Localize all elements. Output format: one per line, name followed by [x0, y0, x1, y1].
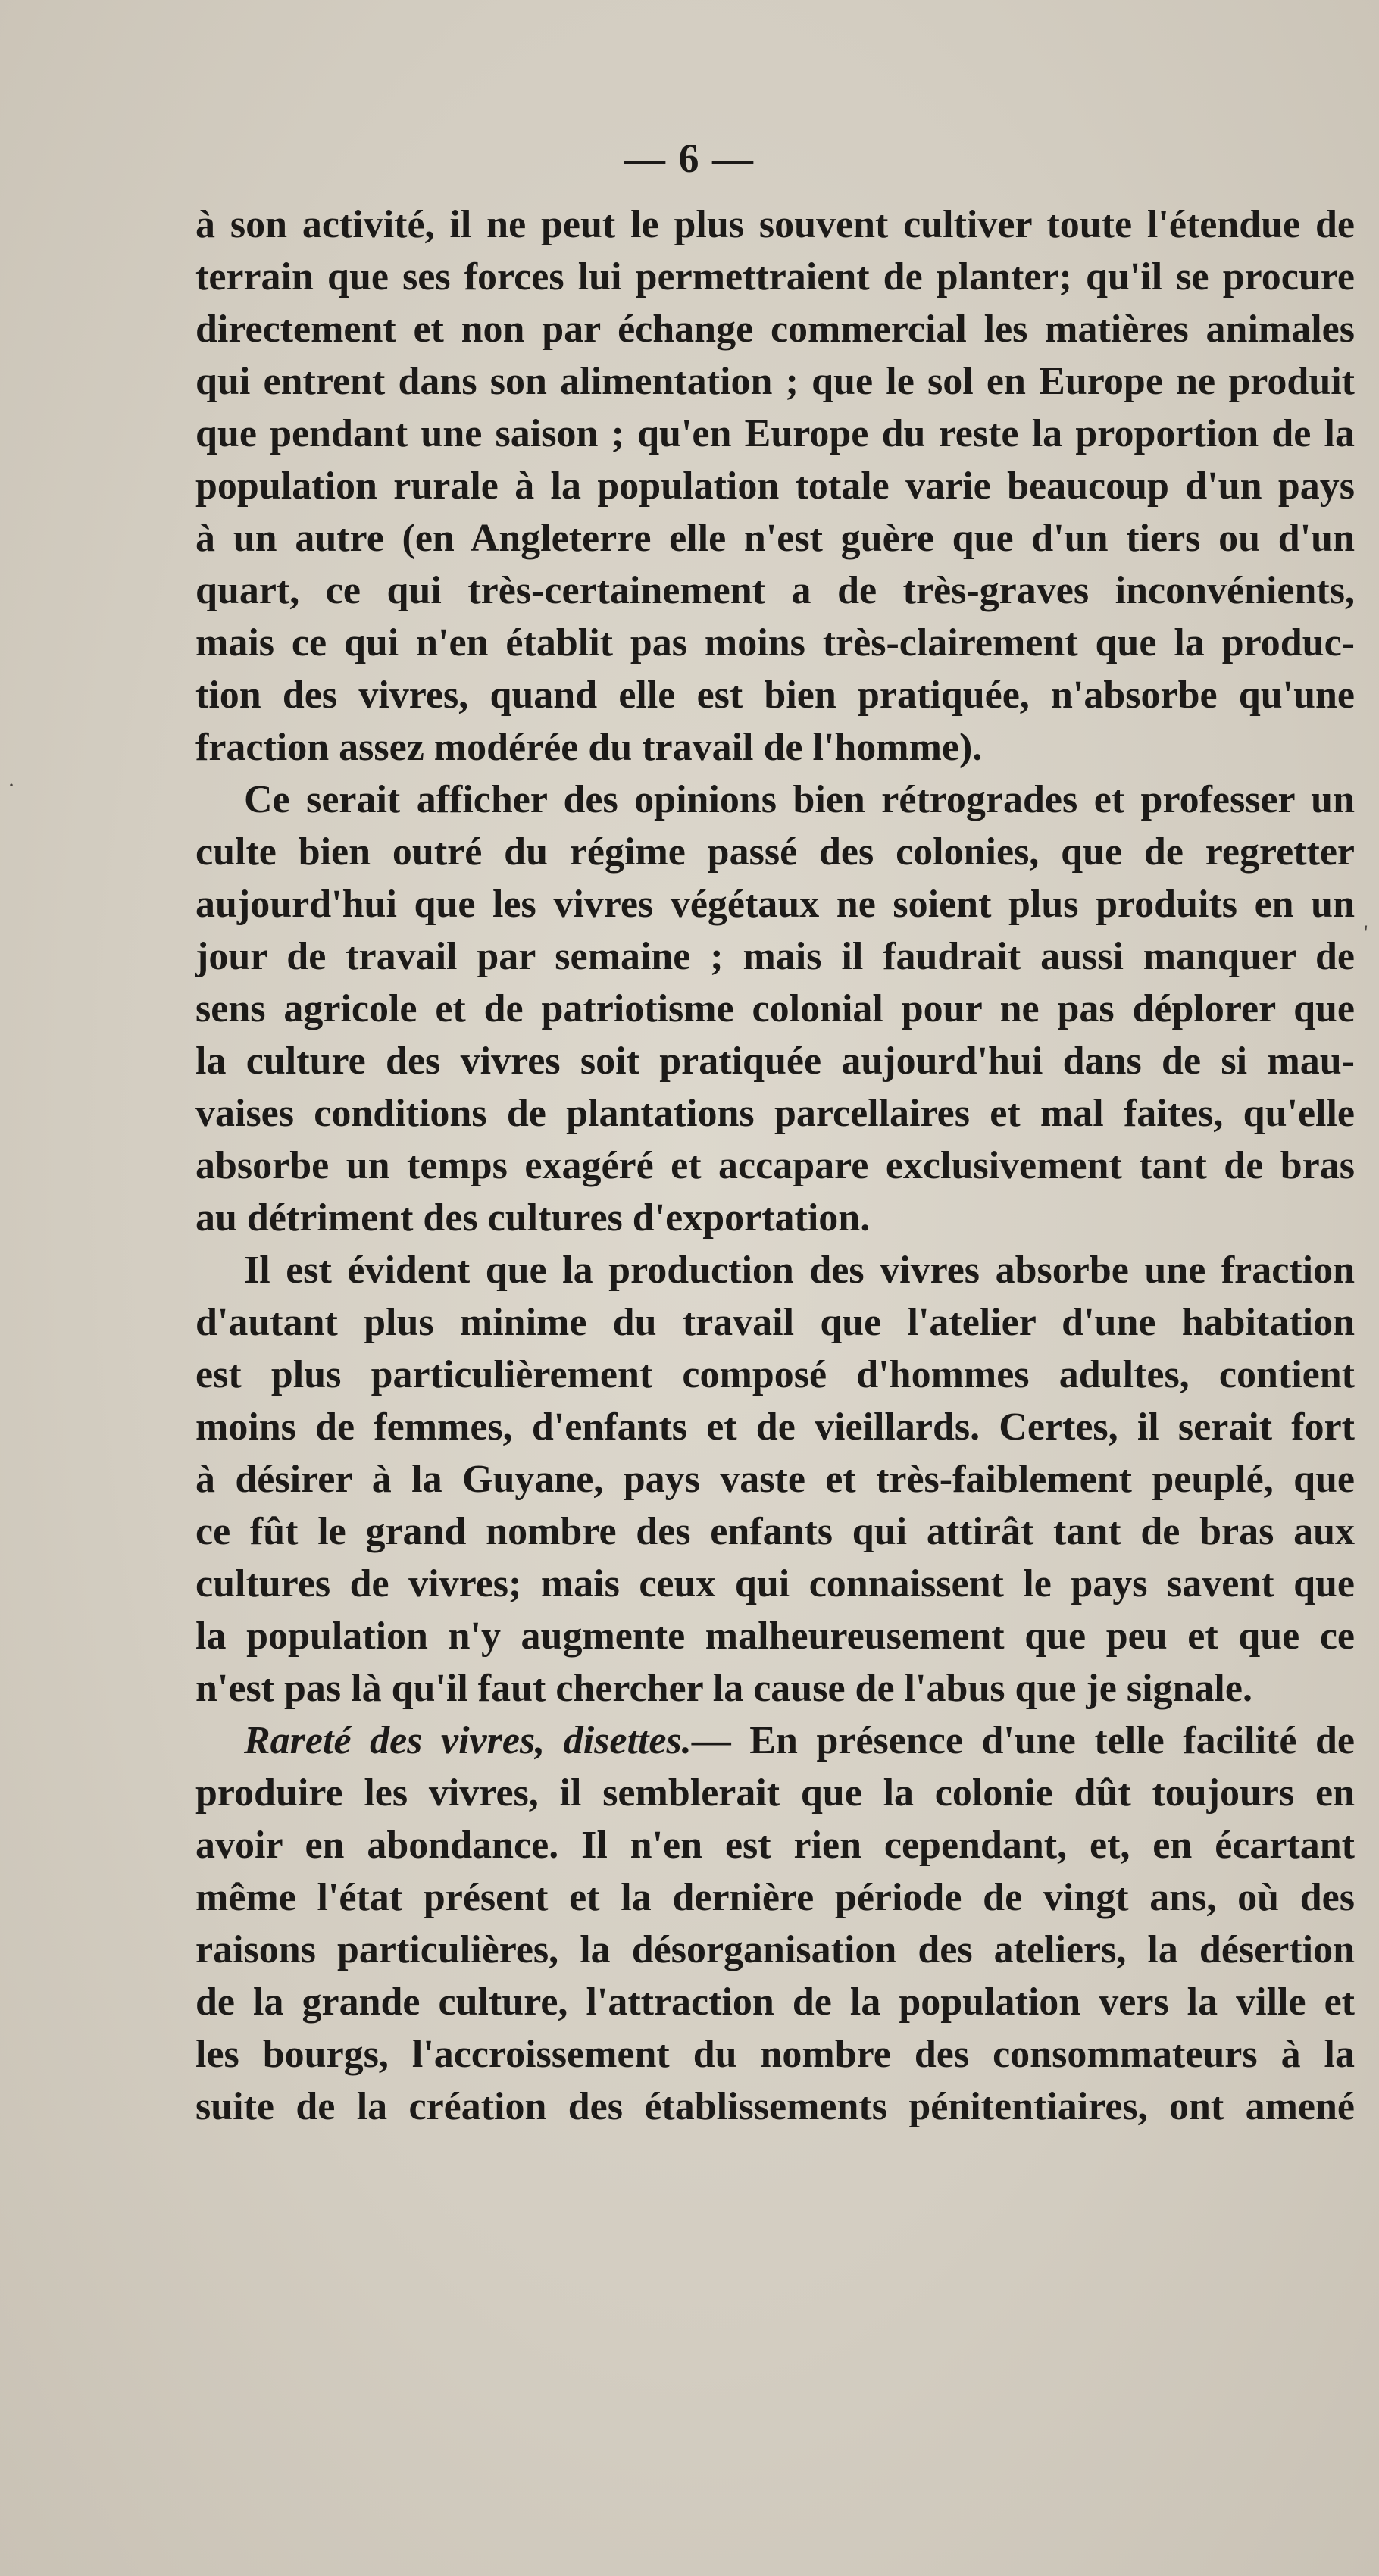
- text-line: à désirer à la Guyane, pays vaste et très-faiblement peuplé, que: [195, 1458, 1355, 1501]
- text-line: même l'état présent et la dernière période de vingt ans, où des: [195, 1876, 1355, 1919]
- text-line: sens agricole et de patriotisme colonial pour ne pas déplorer que: [195, 987, 1355, 1030]
- text-line: avoir en abondance. Il n'en est rien cependant, et, en écartant: [195, 1824, 1355, 1867]
- text-run: — En présence d'une telle facilité de: [691, 1719, 1355, 1762]
- paragraph-3: [195, 1244, 1355, 1715]
- paragraph-4: [195, 1715, 1355, 2133]
- margin-speck: ': [1364, 921, 1368, 946]
- text-line: n'est pas là qu'il faut chercher la cause de l'abus que je signale.: [195, 1667, 1252, 1710]
- text-line: jour de travail par semaine ; mais il faudrait aussi manquer de: [195, 935, 1355, 978]
- text-line: Ce serait afficher des opinions bien rétrogrades et professer un: [244, 778, 1355, 821]
- text-line: quart, ce qui très-certainement a de très-graves inconvénients,: [195, 569, 1355, 612]
- text-line: aujourd'hui que les vivres végétaux ne soient plus produits en un: [195, 883, 1355, 926]
- text-line: les bourgs, l'accroissement du nombre des consommateurs à la: [195, 2033, 1355, 2076]
- text-line: fraction assez modérée du travail de l'homme).: [195, 726, 983, 769]
- text-line: Il est évident que la production des vivres absorbe une fraction: [244, 1249, 1355, 1292]
- text-line: terrain que ses forces lui permettraient de planter; qu'il se procure: [195, 255, 1355, 299]
- text-line: tion des vivres, quand elle est bien pratiquée, n'absorbe qu'une: [195, 674, 1355, 717]
- text-line: mais ce qui n'en établit pas moins très-clairement que la produc-: [195, 621, 1355, 664]
- text-line: directement et non par échange commercial les matières animales: [195, 308, 1355, 351]
- text-line: absorbe un temps exagéré et accapare exclusivement tant de bras: [195, 1144, 1355, 1187]
- text-line: culte bien outré du régime passé des colonies, que de regretter: [195, 830, 1355, 874]
- paragraph-1: [195, 199, 1355, 774]
- text-line: au détriment des cultures d'exportation.: [195, 1196, 871, 1240]
- text-line: population rurale à la population totale varie beaucoup d'un pays: [195, 464, 1355, 508]
- text-line: [195, 1715, 1355, 1767]
- text-line: de la grande culture, l'attraction de la population vers la ville et: [195, 1980, 1355, 2024]
- text-line: qui entrent dans son alimentation ; que le sol en Europe ne produit: [195, 360, 1355, 403]
- text-line: est plus particulièrement composé d'hommes adultes, contient: [195, 1353, 1355, 1396]
- margin-speck: ·: [8, 773, 15, 798]
- text-line: produire les vivres, il semblerait que la colonie dût toujours en: [195, 1771, 1355, 1815]
- page-number: — 6 —: [624, 136, 755, 181]
- text-line: vaises conditions de plantations parcellaires et mal faites, qu'elle: [195, 1092, 1355, 1135]
- body-text: [195, 199, 1355, 2133]
- text-line: moins de femmes, d'enfants et de vieillards. Certes, il serait fort: [195, 1405, 1355, 1449]
- text-line: la population n'y augmente malheureusement que peu et que ce: [195, 1615, 1355, 1658]
- text-line: à un autre (en Angleterre elle n'est guère que d'un tiers ou d'un: [195, 517, 1355, 560]
- text-line: à son activité, il ne peut le plus souvent cultiver toute l'étendue de: [195, 203, 1355, 246]
- text-line: la culture des vivres soit pratiquée aujourd'hui dans de si mau-: [195, 1039, 1355, 1083]
- paragraph-2: [195, 774, 1355, 1244]
- section-heading: Rareté des vivres, disettes.: [244, 1719, 692, 1762]
- text-line: ce fût le grand nombre des enfants qui attirât tant de bras aux: [195, 1510, 1355, 1553]
- text-line: raisons particulières, la désorganisation des ateliers, la désertion: [195, 1928, 1355, 1971]
- text-line: d'autant plus minime du travail que l'atelier d'une habitation: [195, 1301, 1355, 1344]
- text-line: suite de la création des établissements pénitentiaires, ont amené: [195, 2085, 1355, 2128]
- text-line: que pendant une saison ; qu'en Europe du reste la proportion de la: [195, 412, 1355, 455]
- text-line: cultures de vivres; mais ceux qui connaissent le pays savent que: [195, 1562, 1355, 1605]
